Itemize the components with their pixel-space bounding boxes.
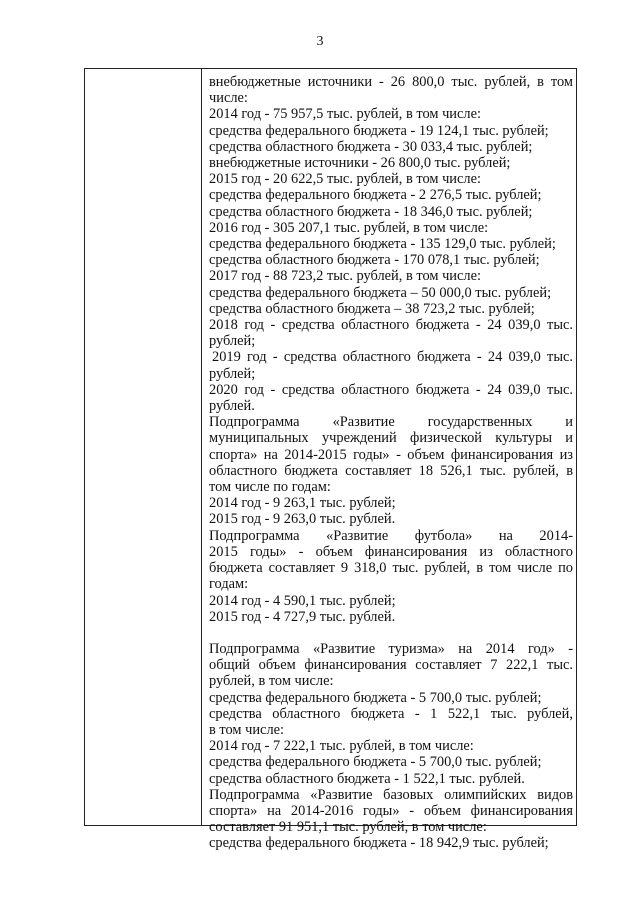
text-line: внебюджетные источники - 26 800,0 тыс. рублей; — [209, 155, 511, 172]
text-line: рублей, в том числе: — [209, 673, 334, 690]
text-line: средства областного бюджета - 1 522,1 тыс. рублей, — [209, 705, 573, 722]
table-content-cell — [209, 74, 573, 852]
text-line: 2016 год - 305 207,1 тыс. рублей, в том числе: — [209, 219, 489, 236]
text-line: средства областного бюджета - 30 033,4 тыс. рублей; — [209, 138, 533, 155]
text-line: 2019 год - средства областного бюджета - 24 039,0 тыс. — [212, 349, 573, 366]
blank-line — [209, 625, 573, 641]
table-left-cell — [85, 69, 202, 825]
text-line: средства федерального бюджета - 2 276,5 тыс. рублей; — [209, 187, 542, 204]
text-line: средства федерального бюджета - 5 700,0 тыс. рублей; — [209, 689, 542, 706]
text-line: средства федерального бюджета - 19 124,1 тыс. рублей; — [209, 122, 549, 139]
text-line: 2014 год - 75 957,5 тыс. рублей, в том числе: — [209, 106, 481, 123]
text-line: бюджета составляет 9 318,0 тыс. рублей, в том числе по — [209, 560, 573, 577]
text-line: 2015 годы» - объем финансирования из областного — [209, 543, 573, 560]
text-line: 2015 год - 4 727,9 тыс. рублей. — [209, 608, 396, 625]
text-line: муниципальных учреждений физической культуры и — [209, 430, 573, 447]
text-line: рублей; — [209, 333, 256, 350]
text-line: рублей; — [209, 365, 256, 382]
text-line: средства областного бюджета - 170 078,1 тыс. рублей; — [209, 252, 540, 269]
document-table — [84, 68, 577, 852]
text-line: числе: — [209, 90, 248, 107]
text-line: том числе по годам: — [209, 479, 331, 496]
text-line: 2015 год - 9 263,0 тыс. рублей. — [209, 511, 396, 528]
text-line: спорта» на 2014-2015 годы» - объем финансирования из — [209, 446, 573, 463]
text-line: Подпрограмма «Развитие футбола» на 2014- — [209, 527, 573, 544]
text-line: средства федерального бюджета - 5 700,0 тыс. рублей; — [209, 754, 542, 771]
text-line: средства федерального бюджета – 50 000,0 тыс. рублей; — [209, 284, 552, 301]
text-line: 2014 год - 4 590,1 тыс. рублей; — [209, 592, 396, 609]
text-line: средства областного бюджета – 38 723,2 тыс. рублей; — [209, 300, 535, 317]
text-line: 2020 год - средства областного бюджета - 24 039,0 тыс. — [209, 381, 573, 398]
text-line: внебюджетные источники - 26 800,0 тыс. рублей, в том — [209, 74, 573, 90]
text-line: составляет 91 951,1 тыс. рублей, в том числе: — [209, 819, 487, 836]
text-line: Подпрограмма «Развитие туризма» на 2014 год» - — [209, 640, 573, 657]
text-line: 2017 год - 88 723,2 тыс. рублей, в том числе: — [209, 268, 481, 285]
text-line: общий объем финансирования составляет 7 222,1 тыс. — [209, 657, 573, 674]
text-line: средства федерального бюджета - 135 129,0 тыс. рублей; — [209, 236, 556, 253]
text-line: 2015 год - 20 622,5 тыс. рублей, в том числе: — [209, 171, 481, 188]
text-line: областного бюджета составляет 18 526,1 тыс. рублей, в — [209, 462, 573, 479]
text-line: 2014 год - 7 222,1 тыс. рублей, в том числе: — [209, 738, 474, 755]
text-line: средства областного бюджета - 1 522,1 тыс. рублей. — [209, 770, 525, 787]
text-line: годам: — [209, 576, 249, 593]
text-line: в том числе: — [209, 721, 285, 738]
text-line: 2014 год - 9 263,1 тыс. рублей; — [209, 495, 396, 512]
text-line: средства областного бюджета - 18 346,0 тыс. рублей; — [209, 203, 533, 220]
text-line: Подпрограмма «Развитие базовых олимпийских видов — [209, 786, 573, 803]
page-number: 3 — [316, 34, 324, 49]
text-line: средства федерального бюджета - 18 942,9 тыс. рублей; — [209, 835, 549, 852]
text-line: 2018 год - средства областного бюджета - 24 039,0 тыс. — [209, 317, 573, 334]
text-line: спорта» на 2014-2016 годы» - объем финансирования — [209, 802, 573, 819]
text-line: рублей. — [209, 398, 255, 415]
text-line: Подпрограмма «Развитие государственных и — [209, 414, 573, 431]
